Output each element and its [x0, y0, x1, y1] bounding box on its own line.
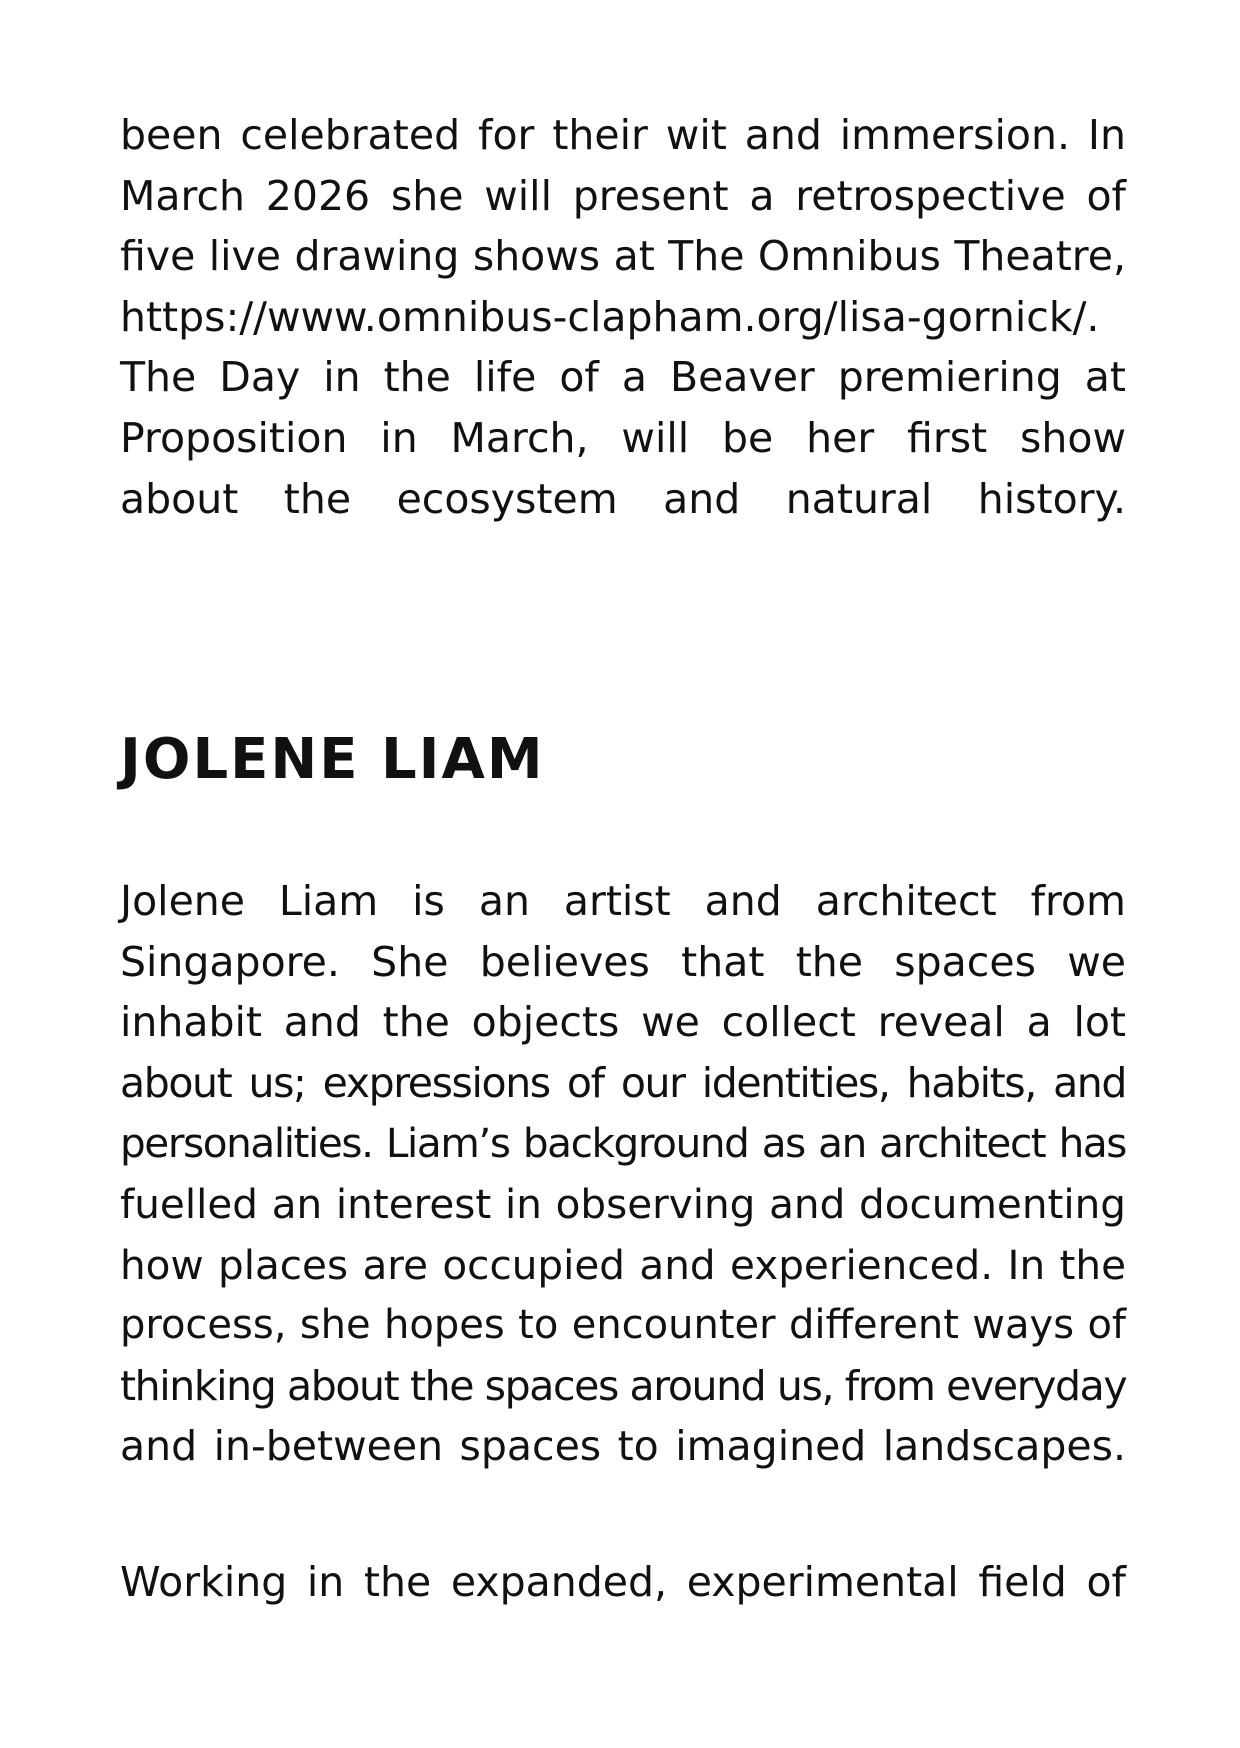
text-line: personalities. Liam’s background as an architect has: [120, 1119, 1126, 1168]
text-line: Singapore. She believes that the spaces we: [120, 937, 1126, 986]
text-line: Proposition in March, will be her first show: [120, 413, 1126, 462]
bio-paragraph: [120, 871, 1126, 1477]
text-line: been celebrated for their wit and immersion. In: [120, 111, 1126, 159]
intro-paragraph: [120, 105, 1126, 529]
text-line: about the ecosystem and natural history.: [120, 474, 1126, 523]
text-line: about us; expressions of our identities, habits, and: [120, 1058, 1126, 1107]
text-line: process, she hopes to encounter different ways of: [120, 1302, 1126, 1349]
text-line: March 2026 she will present a retrospective of: [120, 171, 1126, 220]
text-line: Jolene Liam is an artist and architect from: [120, 877, 1126, 925]
text-line: The Day in the life of a Beaver premiering at: [120, 353, 1126, 402]
text-line: thinking about the spaces around us, from everyday: [120, 1361, 1127, 1410]
next-paragraph: [120, 1552, 1126, 1613]
section-heading: JOLENE LIAM: [120, 727, 545, 792]
text-line: five live drawing shows at The Omnibus Theatre,: [120, 232, 1126, 281]
text-line: fuelled an interest in observing and documenting: [120, 1179, 1126, 1228]
text-line: Working in the expanded, experimental field of: [120, 1558, 1126, 1606]
text-line: https://www.omnibus-clapham.org/lisa-gornick/.: [120, 292, 1100, 341]
text-line: inhabit and the objects we collect reveal a lot: [120, 998, 1126, 1047]
text-line: how places are occupied and experienced. In the: [120, 1240, 1126, 1289]
text-line: and in-between spaces to imagined landscapes.: [120, 1422, 1126, 1471]
